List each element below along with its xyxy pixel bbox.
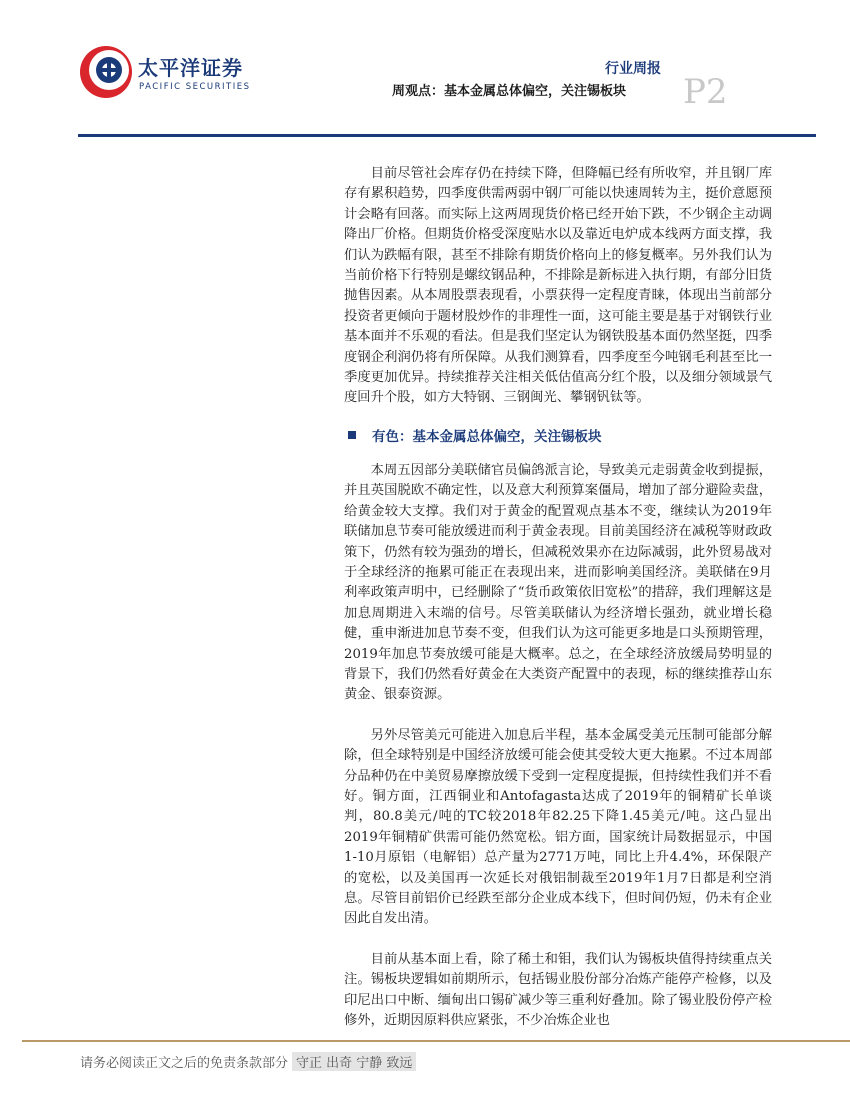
logo-english-name: PACIFIC SECURITIES [139,82,251,92]
footer-divider [22,1040,850,1042]
body-paragraph: 另外尽管美元可能进入加息后半程，基本金属受美元压制可能部分解除，但全球特别是中国经济放缓可能会使其受较大更大拖累。不过本周部分品种仍在中美贸易摩擦放缓下受到一定程度提振，但持续性我们并不看好。铜方面，江西铜业和Antofagasta达成了2019年的铜精矿长单谈判，80.8美元/吨的TC较2018年82.25下降1.45美元/吨。这凸显出2019年铜精矿供需可能仍然宽松。铝方面，国家统计局数据显示，中国1-10月原铝（电解铝）总产量为2771万吨，同比上升4.4%，环保限产的宽松，以及美国再一次延长对俄铝制裁至2019年1月7日都是利空消息。尽管目前铝价已经跌至部分企业成本线下，但时间仍短，仍未有企业因此自发出清。 [344,727,772,927]
footer [80,1052,416,1071]
company-slogan: 守正 出奇 宁静 致远 [292,1052,416,1071]
section-heading [344,425,772,445]
header-divider [78,134,816,137]
logo-chinese-name: 太平洋证券 [138,56,243,80]
page-subtitle: 周观点：基本金属总体偏空，关注锡板块 [392,84,627,99]
page-number: P2 [683,72,728,112]
disclaimer-text: 请务必阅读正文之后的免责条款部分 [80,1056,289,1071]
body-paragraph: 本周五因部分美联储官员偏鸽派言论，导致美元走弱黄金收到提振，并且英国脱欧不确定性，以及意大利预算案僵局，增加了部分避险卖盘，给黄金较大支撑。我们对于黄金的配置观点基本不变，继续认为2019年联储加息节奏可能放缓进而利于黄金表现。目前美国经济在减税等财政政策下，仍然有较为强劲的增长，但减税效果亦在边际减弱，此外贸易战对于全球经济的拖累可能正在表现出来，进而影响美国经济。美联储在9月利率政策声明中，已经删除了“货币政策依旧宽松”的措辞，我们理解这是加息周期进入末端的信号。尽管美联储认为经济增长强劲，就业增长稳健，重申渐进加息节奏不变，但我们认为这可能更多地是口头预期管理，2019年加息节奏放缓可能是大概率。总之，在全球经济放缓局势明显的背景下，我们仍然看好黄金在大类资产配置中的表现，标的继续推荐山东黄金、银泰资源。 [344,462,772,703]
square-bullet-icon [348,431,356,439]
report-type-label: 行业周报 [605,61,661,77]
body-paragraph: 目前尽管社会库存仍在持续下降，但降幅已经有所收窄，并且钢厂库存有累积趋势，四季度供需两弱中钢厂可能以快速周转为主，挺价意愿预计会略有回落。而实际上这两周现货价格已经开始下跌，不少钢企主动调降出厂价格。但期货价格受深度贴水以及靠近电炉成本线两方面支撑，我们认为跌幅有限，甚至不排除有期货价格向上的修复概率。另外我们认为当前价格下行特别是螺纹钢品种，不排除是新标进入执行期，有部分旧货抛售因素。从本周股票表现看，小票获得一定程度青睐，体现出当前部分投资者更倾向于题材股炒作的非理性一面，这可能主要是基于对钢铁行业基本面并不乐观的看法。但是我们坚定认为钢铁股基本面仍然坚挺，四季度钢企利润仍将有所保障。从我们测算看，四季度至今吨钢毛利甚至比一季度更加优异。持续推荐关注相关低估值高分红个股，以及细分领域景气度回升个股，如方大特钢、三钢闽光、攀钢钒钛等。 [344,166,772,406]
pacific-securities-logo-icon [78,44,134,100]
section-title: 有色：基本金属总体偏空，关注锡板块 [372,428,602,445]
company-logo [78,42,251,102]
report-body [344,164,772,1031]
body-paragraph: 目前从基本面上看，除了稀土和钼，我们认为锡板块值得持续重点关注。锡板块逻辑如前期所示，包括锡业股份部分冶炼产能停产检修，以及印尼出口中断、缅甸出口锡矿减少等三重利好叠加。除了锡业股份停产检修外，近期因原料供应紧张，不少冶炼企业也 [344,951,772,1029]
